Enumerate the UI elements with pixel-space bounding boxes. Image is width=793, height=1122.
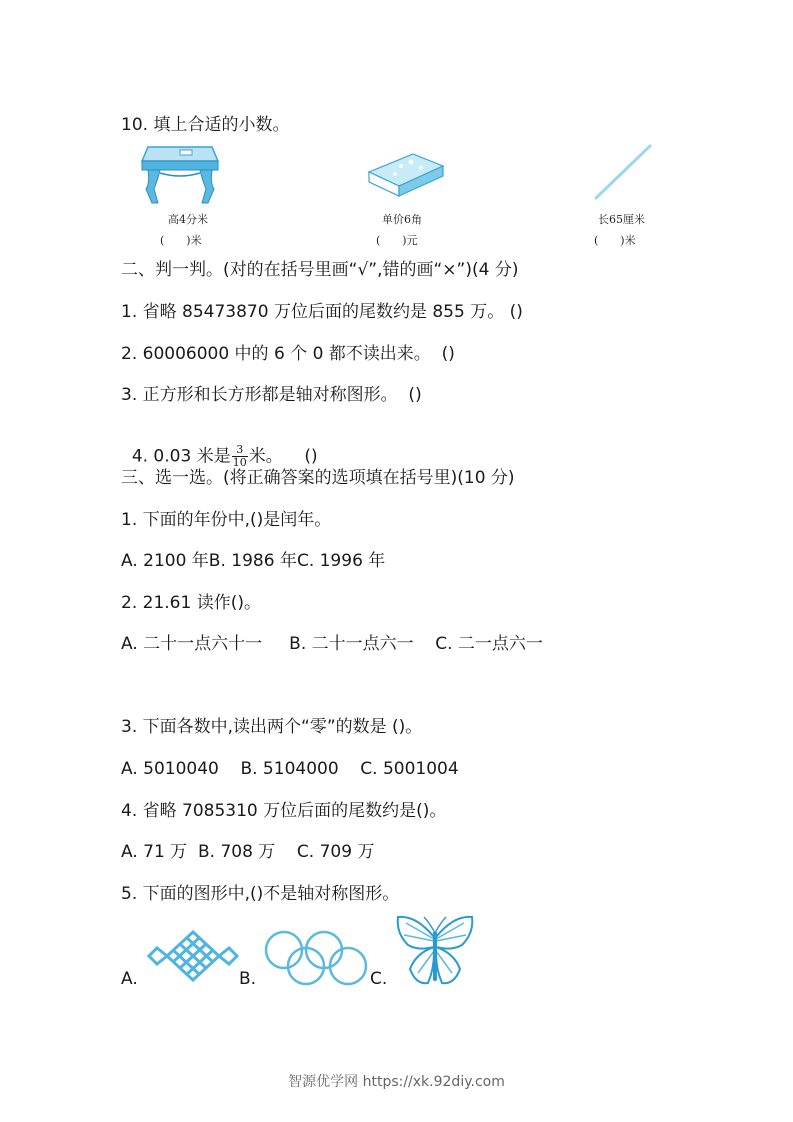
- footer-watermark: 智源优学网 https://xk.92diy.com: [288, 1074, 505, 1090]
- q10-blank-price: ( )元: [376, 234, 418, 247]
- section3-q3: 3. 下面各数中,读出两个“零”的数是 ()。: [121, 717, 423, 737]
- section2-q3: 3. 正方形和长方形都是轴对称图形。 (): [121, 385, 422, 405]
- table-icon: [140, 143, 220, 207]
- section3-q2: 2. 21.61 读作()。: [121, 593, 261, 613]
- section3-q1-options: A. 2100 年B. 1986 年C. 1996 年: [121, 551, 386, 571]
- section3-q4-options: A. 71 万 B. 708 万 C. 709 万: [121, 842, 375, 862]
- q10-title: 10. 填上合适的小数。: [121, 115, 290, 135]
- butterfly-icon: [394, 913, 476, 989]
- section3-q3-options: A. 5010040 B. 5104000 C. 5001004: [121, 759, 459, 779]
- section3-q1: 1. 下面的年份中,()是闰年。: [121, 510, 332, 530]
- option-b-label: B.: [239, 969, 257, 989]
- section2-q4-prefix: 4. 0.03 米是: [131, 446, 231, 467]
- section2-q1: 1. 省略 85473870 万位后面的尾数约是 855 万。 (): [121, 302, 523, 322]
- section3-q5: 5. 下面的图形中,()不是轴对称图形。: [121, 884, 400, 904]
- fraction-denominator: 10: [232, 456, 247, 469]
- section2-q4: [121, 422, 318, 469]
- q10-label-length: 长65厘米: [598, 213, 645, 226]
- q10-label-price: 单价6角: [382, 213, 422, 226]
- section3-q2-options: A. 二十一点六十一 B. 二十一点六一 C. 二一点六一: [121, 634, 543, 654]
- fraction-numerator: 3: [232, 444, 248, 457]
- option-a-label: A.: [121, 969, 138, 989]
- section3-heading: 三、选一选。(将正确答案的选项填在括号里)(10 分): [121, 468, 515, 488]
- section2-heading: 二、判一判。(对的在括号里画“√”,错的画“×”)(4 分): [121, 260, 519, 280]
- q10-blank-length: ( )米: [594, 234, 636, 247]
- section2-q4-suffix: 米。 (): [248, 446, 318, 467]
- section3-q4: 4. 省略 7085310 万位后面的尾数约是()。: [121, 801, 447, 821]
- section2-q2: 2. 60006000 中的 6 个 0 都不读出来。 (): [121, 344, 455, 364]
- eraser-icon: [365, 152, 445, 198]
- fraction: [232, 444, 248, 469]
- q10-label-height: 高4分米: [168, 213, 208, 226]
- q10-blank-height: ( )米: [160, 234, 202, 247]
- chinese-knot-icon: [147, 930, 239, 982]
- option-c-label: C.: [370, 969, 388, 989]
- stick-icon: [592, 143, 654, 201]
- olympic-rings-icon: [262, 930, 370, 988]
